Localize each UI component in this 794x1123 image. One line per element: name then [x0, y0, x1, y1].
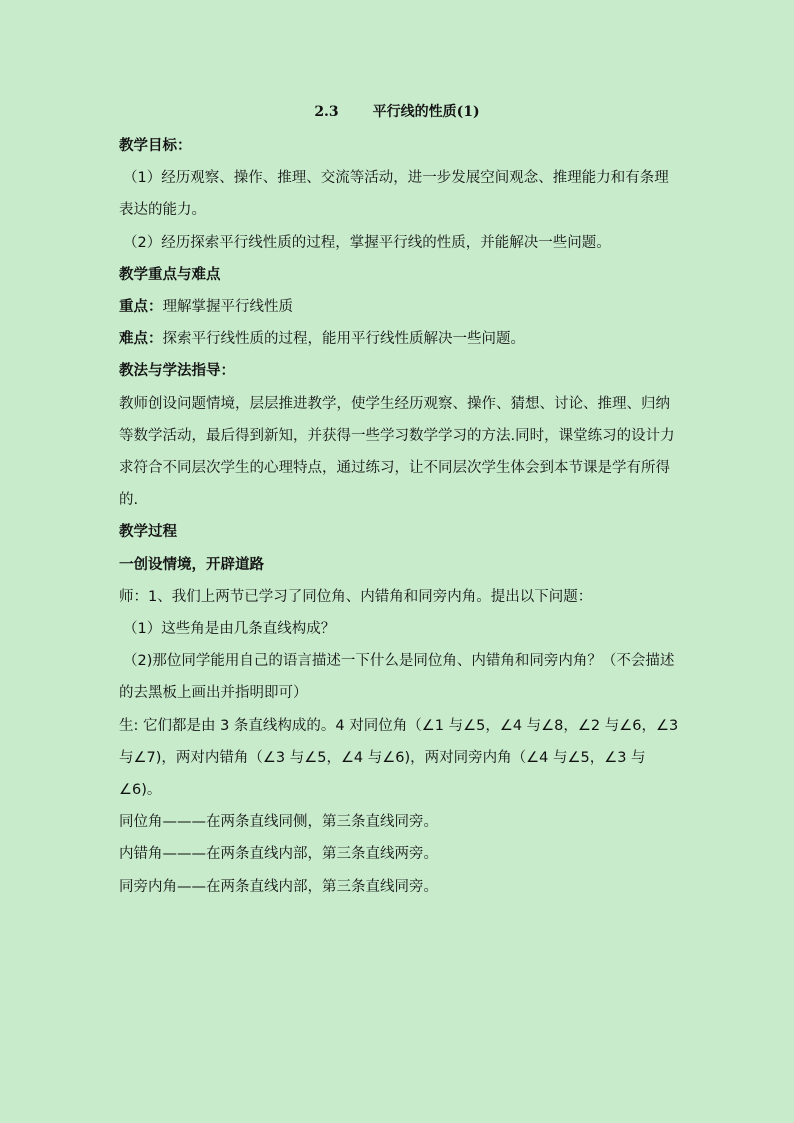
definition-alternate-interior-angles: 内错角———在两条直线内部，第三条直线两旁。: [119, 846, 438, 863]
difficult-point-label: 难点：: [119, 331, 163, 348]
objectives-heading: 教学目标：: [119, 138, 192, 154]
lesson-number: 2.3: [314, 104, 339, 120]
question-1: （1）这些角是由几条直线构成？: [123, 621, 336, 638]
definition-co-interior-angles: 同旁内角——在两条直线内部，第三条直线同旁。: [119, 878, 438, 895]
key-points-heading: 教学重点与难点: [119, 266, 221, 283]
objective-item-1: （1）经历观察、操作、推理、交流等活动，进一步发展空间观念、推理能力和有条理表达的能力。: [119, 170, 669, 219]
process-heading: 教学过程: [119, 524, 177, 541]
method-heading: 教法与学法指导：: [119, 363, 235, 380]
document-body: [119, 130, 679, 903]
key-point-line: [119, 291, 679, 323]
objective-item-2: （2）经历探索平行线性质的过程，掌握平行线的性质，并能解决一些问题。: [123, 234, 611, 251]
key-point-text: 理解掌握平行线性质: [162, 299, 293, 316]
definition-corresponding-angles: 同位角———在两条直线同侧，第三条直线同旁。: [119, 814, 438, 831]
teacher-prompt: 师：1、我们上两节已学习了同位角、内错角和同旁内角。提出以下问题：: [119, 588, 593, 605]
difficult-point-line: [119, 323, 679, 355]
lesson-title: [0, 102, 794, 122]
question-2: （2)那位同学能用自己的语言描述一下什么是同位角、内错角和同旁内角？（不会描述的去黑板上画出并指明即可）: [119, 653, 675, 702]
student-answer: 生: 它们都是由 3 条直线构成的。4 对同位角（∠1 与∠5，∠4 与∠8，∠2 与∠6，∠3 与∠7)，两对内错角（∠3 与∠5，∠4 与∠6)，两对同旁内角（∠4 与∠5，∠3 与∠6)。: [119, 717, 679, 799]
method-paragraph: 教师创设问题情境，层层推进教学，使学生经历观察、操作、猜想、讨论、推理、归纳等数学活动，最后得到新知，并获得一些学习数学学习的方法.同时，课堂练习的设计力求符合不同层次学生的心理特点，通过练习，让不同层次学生体会到本节课是学有所得的.: [119, 395, 675, 509]
difficult-point-text: 探索平行线性质的过程，能用平行线性质解决一些问题。: [162, 331, 525, 348]
key-point-label: 重点：: [119, 299, 163, 316]
lesson-title-text: 平行线的性质(1): [372, 104, 480, 120]
section-heading-1: 一创设情境，开辟道路: [119, 556, 264, 573]
